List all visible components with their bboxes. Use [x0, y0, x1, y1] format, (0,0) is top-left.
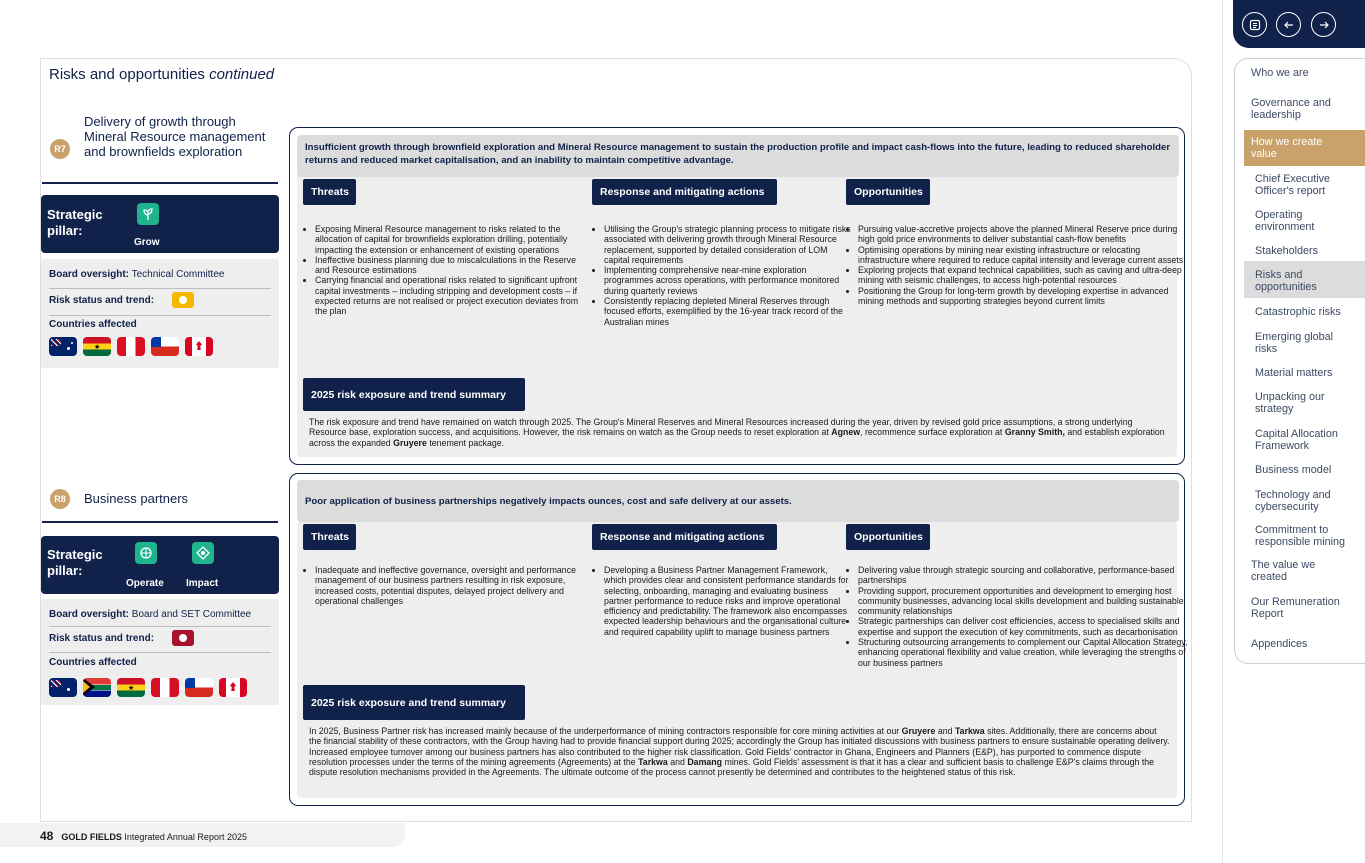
risk-summary — [309, 417, 1171, 448]
summary-text: mines. Gold Fields' assessment is that it has a clear and sufficient basis to challenge E&P's claims through the dispute resolution mechanisms provided in the Agreements. The ultimate outcome of the process cannot presently be determined and contributes to the heightened status of this risk. — [309, 756, 1155, 778]
list-item: • Consistently replacing depleted Mineral Reserves through focused efforts, exemplified by the 16-year track record of the Australian mines — [604, 296, 852, 327]
arrow-right-icon[interactable] — [1311, 12, 1336, 37]
threats-list — [303, 565, 587, 606]
strategic-pillar-label: Strategic pillar: — [47, 207, 103, 238]
summary-header: 2025 risk exposure and trend summary — [303, 378, 525, 411]
bold-site-name: Granny Smith, — [1004, 427, 1065, 438]
summary-header: 2025 risk exposure and trend summary — [303, 685, 525, 720]
pillar-name: Impact — [186, 578, 219, 589]
divider — [49, 626, 271, 627]
opportunities-list — [846, 224, 1190, 306]
strategic-pillar-label: Strategic pillar: — [47, 547, 103, 578]
nav-item[interactable]: Operating environment — [1255, 209, 1315, 233]
summary-text: The risk exposure and trend have remained on watch through 2025. The Group's Mineral Reserves and Mineral Resources increased during the year, driven by revised gold price assumptions, a strong underlying Resource base, exploration success, and acquisitions. However, the risk remains on watch as the Group needs to reset exploration at — [309, 417, 1133, 438]
board-oversight: Board oversight: Technical Committee — [49, 269, 225, 280]
threats-header: Threats — [303, 524, 356, 550]
nav-item[interactable]: Risks and opportunities — [1255, 269, 1317, 293]
grow-pillar-icon — [137, 203, 159, 225]
list-item: • Developing a Business Partner Management Framework, which provides clear and consistent performance standards for selecting, onboarding, managing and evaluating business partner performance to reduce risks and improve operational efficiency and predictability. The framework also encompasses expected leadership behaviours and the organisational culture and required capability uplift to manage business partners — [604, 565, 850, 637]
report-name: Integrated Annual Report 2025 — [124, 832, 247, 842]
nav-item[interactable]: Commitment to responsible mining — [1255, 524, 1346, 548]
bold-site-name: Damang — [687, 756, 723, 767]
canada-flag-icon — [219, 678, 247, 697]
summary-text: tenement package. — [426, 437, 505, 448]
list-item: • Carrying financial and operational risks related to significant upfront capital investments – including stripping and development costs – if expected returns are not realised or project execution deviates from the plan — [315, 275, 587, 316]
nav-item[interactable]: Governance and leadership — [1251, 97, 1331, 121]
summary-text: and establish exploration across the expanded — [309, 427, 1165, 448]
chile-flag-icon — [151, 337, 179, 356]
impact-pillar-icon — [192, 542, 214, 564]
country-flags — [49, 337, 213, 356]
divider — [49, 652, 271, 653]
nav-item[interactable]: How we create value — [1251, 136, 1323, 160]
nav-item[interactable]: Appendices — [1251, 638, 1308, 650]
australia-flag-icon — [49, 678, 77, 697]
summary-text: sites. Additionally, there are concerns about the financial stability of these contractors, with the Group having had to provide financial support during 2025; accordingly the Group has initiated discussions with business partners to ensure sustainable operating delivery. Increased employee turnover among our business partners has also contributed to the higher risk classification. Gold Fields' contractor in Ghana, Engineers and Planners (E&P), has purported to commence dispute resolution processes under the terms of the mining agreements (Agreements) at the — [309, 726, 1170, 767]
summary-text: and — [935, 726, 955, 736]
bold-site-name: Agnew — [831, 427, 861, 438]
nav-item[interactable]: Business model — [1255, 464, 1332, 476]
risk-headline: Poor application of business partnerships negatively impacts ounces, cost and safe delivery at our assets. — [297, 480, 1179, 522]
list-item: • Ineffective business planning due to miscalculations in the Reserve and Resource estimations — [315, 255, 587, 276]
response-list — [592, 224, 852, 327]
nav-item[interactable]: Technology and cybersecurity — [1255, 489, 1331, 513]
nav-divider — [1222, 0, 1223, 863]
summary-text: In 2025, Business Partner risk has increased mainly because of the underperformance of mining contractors responsible for core mining activities at our — [309, 726, 902, 736]
bold-site-name: Tarkwa — [638, 756, 668, 767]
risk-title: Delivery of growth through Mineral Resource management and brownfields exploration — [84, 114, 266, 159]
opportunities-header: Opportunities — [846, 179, 930, 205]
list-item: • Pursuing value-accretive projects above the planned Mineral Reserve price during high gold price environments to deliver substantial cash-flow benefits — [858, 224, 1190, 245]
nav-item[interactable]: Our Remuneration Report — [1251, 596, 1340, 620]
bold-site-name: Gruyere — [901, 726, 936, 736]
opportunities-list — [846, 565, 1190, 668]
countries-affected-label: Countries affected — [49, 657, 137, 668]
nav-item[interactable]: Who we are — [1251, 67, 1309, 79]
operate-pillar-icon — [135, 542, 157, 564]
page-title: Risks and opportunities continued — [49, 66, 275, 83]
risk-status-label: Risk status and trend: — [49, 633, 155, 644]
risk-title: Business partners — [84, 491, 189, 506]
bold-site-name: Tarkwa — [954, 726, 985, 736]
ghana-flag-icon: ★ — [117, 678, 145, 697]
risk-info-box — [41, 259, 279, 368]
nav-item[interactable]: Emerging global risks — [1255, 331, 1334, 355]
response-list — [592, 565, 850, 637]
risk-code-badge: R7 — [50, 139, 70, 159]
nav-item[interactable]: Unpacking our strategy — [1255, 391, 1325, 415]
pillar-name: Grow — [134, 237, 160, 248]
country-flags — [49, 678, 247, 697]
strategic-pillar-box — [41, 195, 279, 253]
threats-list — [303, 224, 587, 317]
australia-flag-icon — [49, 337, 77, 356]
list-item: • Strategic partnerships can deliver cost efficiencies, access to specialised skills and expertise and support the execution of key commitments, such as decarbonisation — [858, 616, 1190, 637]
peru-flag-icon — [151, 678, 179, 697]
risk-info-box — [41, 599, 279, 705]
list-item: • Providing support, procurement opportunities and development to emerging host community businesses, advancing local skills development and building sustainable community relationships — [858, 586, 1190, 617]
contents-icon[interactable] — [1242, 12, 1267, 37]
list-item: • Inadequate and ineffective governance, oversight and performance management of our business partners resulting in risk exposure, increased costs, potential disputes, delayed project delivery and operational challenges — [315, 565, 587, 606]
summary-text: , recommence surface exploration at — [860, 427, 1005, 438]
nav-item[interactable]: Chief Executive Officer's report — [1255, 173, 1331, 197]
response-header: Response and mitigating actions — [592, 524, 777, 550]
risk-status-label: Risk status and trend: — [49, 295, 155, 306]
list-item: • Structuring outsourcing arrangements to complement our Capital Allocation Strategy, enhancing operational flexibility and value creation, while leveraging the strengths of our business partners — [858, 637, 1190, 668]
list-item: • Positioning the Group for long-term growth by developing expertise in advanced mining methods and supporting strategies beyond current limits — [858, 286, 1190, 307]
risk-summary — [309, 726, 1171, 777]
list-item: • Delivering value through strategic sourcing and collaborative, performance-based partnerships — [858, 565, 1190, 586]
nav-item[interactable]: Catastrophic risks — [1255, 306, 1341, 318]
ghana-flag-icon: ★ — [83, 337, 111, 356]
list-item: • Implementing comprehensive near-mine exploration programmes across operations, with performance monitored during quarterly reviews — [604, 265, 852, 296]
page-number: 48 — [40, 829, 54, 843]
list-item: • Exploring projects that expand technical capabilities, such as caving and ultra-deep mining with seismic challenges, to access high-potential resources — [858, 265, 1190, 286]
strategic-pillar-box — [41, 536, 279, 594]
risk-status-indicator — [172, 292, 194, 308]
list-item: • Utilising the Group's strategic planning process to mitigate risks associated with delivering growth through Mineral Resource replacement, supported by detailed consideration of LOM capital requirements — [604, 224, 852, 265]
response-header: Response and mitigating actions — [592, 179, 777, 205]
divider — [42, 182, 278, 184]
divider — [49, 288, 271, 289]
nav-item[interactable]: Material matters — [1255, 367, 1333, 379]
pillar-name: Operate — [126, 578, 164, 589]
risk-code-badge: R8 — [50, 489, 70, 509]
opportunities-header: Opportunities — [846, 524, 930, 550]
nav-item[interactable]: The value we created — [1251, 559, 1316, 583]
nav-item[interactable]: Capital Allocation Framework — [1255, 428, 1338, 452]
risk-headline: Insufficient growth through brownfield exploration and Mineral Resource management to sustain the production profile and impact cash-flows into the future, leading to reduced shareholder returns and reduced market capitalisation, and an inability to maintain competitive advantage. — [297, 135, 1179, 177]
nav-toolbar — [1233, 0, 1365, 48]
canada-flag-icon — [185, 337, 213, 356]
list-item: • Optimising operations by mining near existing infrastructure or relocating infrastructure where required to reduce capital intensity and leverage current assets — [858, 245, 1190, 266]
board-oversight: Board oversight: Board and SET Committee — [49, 609, 252, 620]
south-africa-flag-icon — [83, 678, 111, 697]
report-brand: GOLD FIELDS — [61, 832, 122, 842]
nav-item[interactable]: Stakeholders — [1255, 245, 1319, 257]
risk-status-indicator — [172, 630, 194, 646]
bold-site-name: Gruyere — [393, 437, 427, 448]
divider — [42, 521, 278, 523]
list-item: • Exposing Mineral Resource management to risks related to the allocation of capital for brownfields exploration drilling, potentially impacting the extension or enhancement of existing operations — [315, 224, 587, 255]
divider — [49, 315, 271, 316]
arrow-left-icon[interactable] — [1276, 12, 1301, 37]
peru-flag-icon — [117, 337, 145, 356]
summary-text: and — [667, 756, 688, 767]
chile-flag-icon — [185, 678, 213, 697]
countries-affected-label: Countries affected — [49, 319, 137, 330]
footer — [40, 829, 247, 843]
threats-header: Threats — [303, 179, 356, 205]
